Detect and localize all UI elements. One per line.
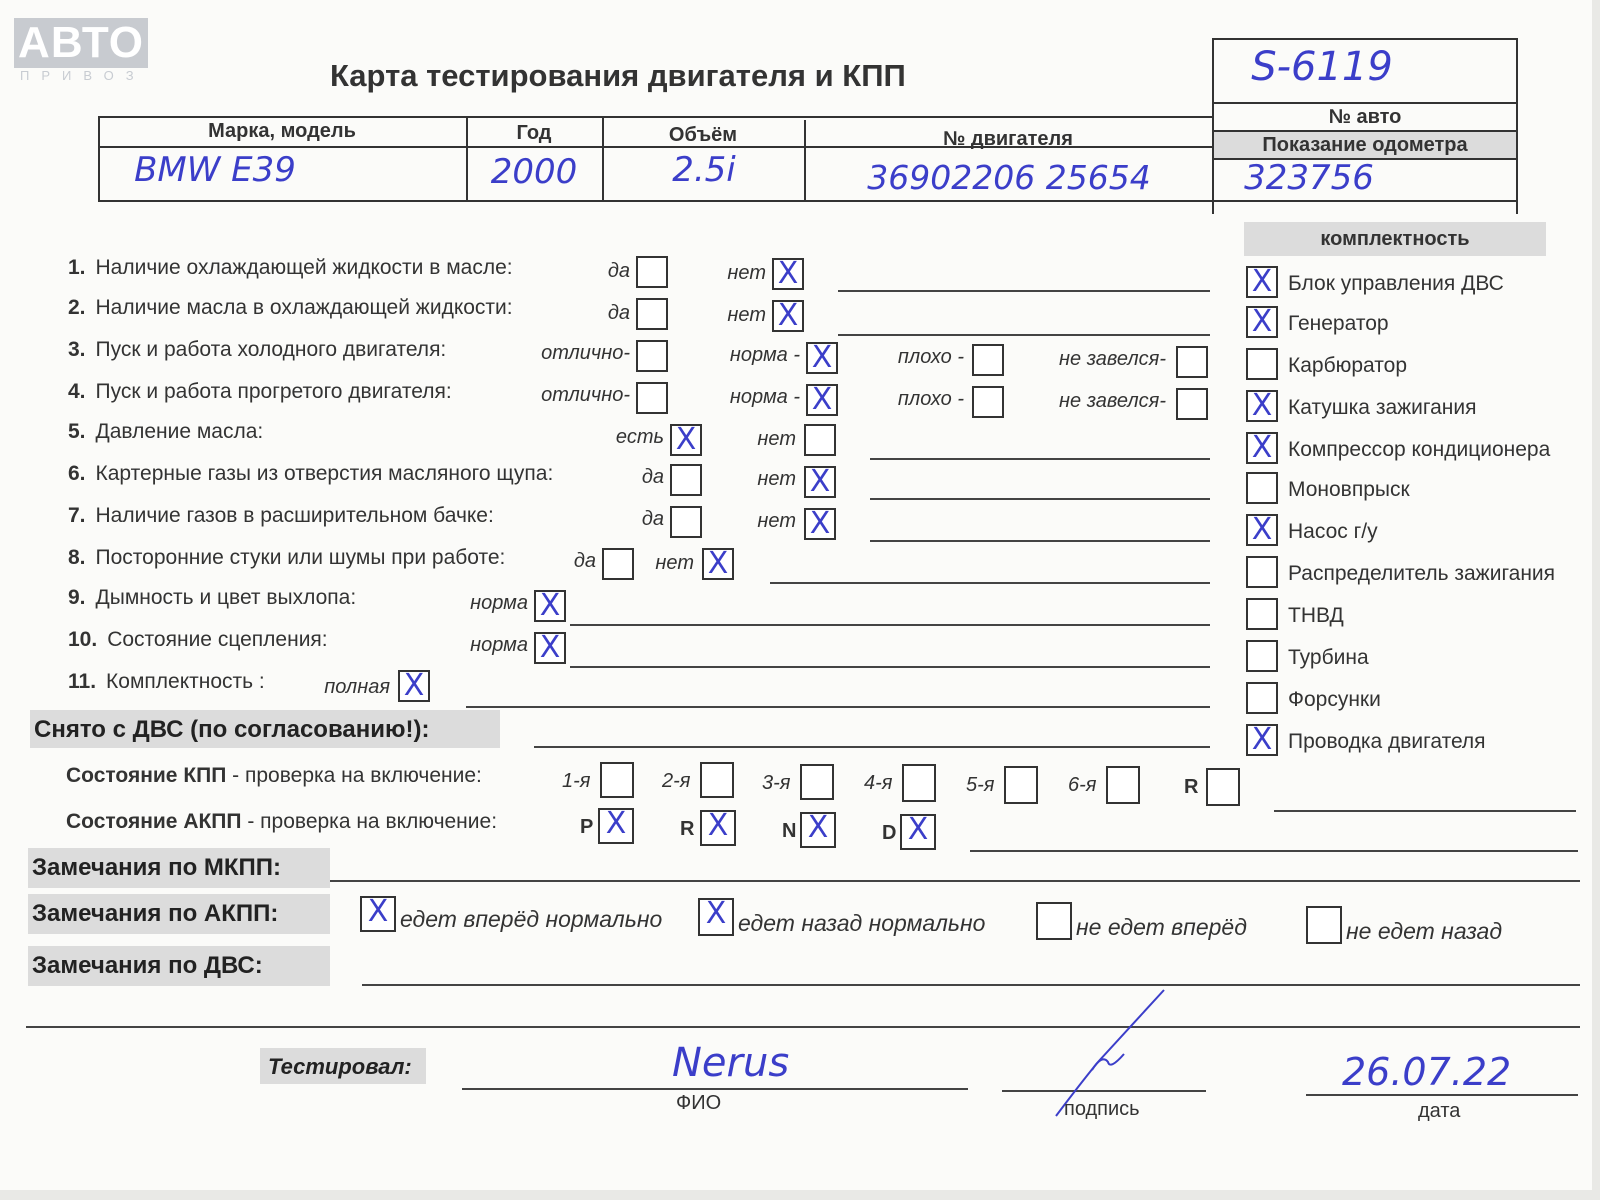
answer-line	[466, 706, 1210, 708]
q10-normal-checkbox[interactable]: X	[534, 632, 566, 664]
q7-yes-checkbox[interactable]	[670, 506, 702, 538]
akpp-forward-ok-label: едет вперёд нормально	[400, 906, 663, 932]
option-label: не завелся-	[1059, 390, 1166, 412]
remarks-dvs-label: Замечания по ДВС:	[32, 952, 263, 979]
col-volume-header: Объём	[668, 124, 738, 146]
option-label: плохо -	[897, 388, 964, 410]
answer-line	[870, 458, 1210, 460]
q11-full-checkbox[interactable]: X	[398, 670, 430, 702]
page-title: Карта тестирования двигателя и КПП	[330, 58, 906, 93]
kit-wiring-checkbox[interactable]: X	[1246, 724, 1278, 756]
mode-p-checkbox[interactable]: X	[598, 808, 634, 844]
q3-bad-checkbox[interactable]	[972, 344, 1004, 376]
option-label: да	[607, 260, 630, 282]
engine-number-value: 36902206 25654	[867, 158, 1151, 197]
question-7: 7. Наличие газов в расширительном бачке:	[68, 504, 494, 527]
signature-caption: подпись	[1064, 1098, 1140, 1120]
kit-generator-checkbox[interactable]: X	[1246, 306, 1278, 338]
remarks-akpp-label: Замечания по АКПП:	[32, 900, 279, 927]
col-engine-number-header: № двигателя	[943, 128, 1073, 150]
q4-bad-checkbox[interactable]	[972, 386, 1004, 418]
gear-5-checkbox[interactable]	[1004, 766, 1038, 804]
q2-no-checkbox[interactable]: X	[772, 300, 804, 332]
option-label: отлично-	[541, 342, 630, 364]
tester-name: Nerus	[672, 1040, 790, 1086]
q8-yes-checkbox[interactable]	[602, 548, 634, 580]
col-model-header: Марка, модель	[208, 120, 356, 142]
option-label: плохо -	[897, 346, 964, 368]
question-6: 6. Картерные газы из отверстия масляного щупа:	[68, 462, 554, 485]
question-1: 1. Наличие охлаждающей жидкости в масле:	[68, 256, 513, 279]
answer-line	[570, 624, 1210, 626]
akpp-no-reverse-checkbox[interactable]	[1306, 906, 1342, 944]
gear-label: 1-я	[562, 770, 591, 792]
question-4: 4. Пуск и работа прогретого двигателя:	[68, 380, 452, 403]
akpp-reverse-ok-label: едет назад нормально	[738, 910, 986, 936]
answer-line	[838, 334, 1210, 336]
avtoprivoz-logo: АВТО	[14, 18, 148, 68]
remarks-mkpp-label: Замечания по МКПП:	[32, 854, 282, 881]
option-label: нет	[757, 428, 796, 450]
akpp-label: Состояние АКПП - проверка на включение:	[66, 810, 498, 833]
gear-1-checkbox[interactable]	[600, 762, 634, 798]
kit-turbo-checkbox[interactable]	[1246, 640, 1278, 672]
akpp-no-forward-label: не едет вперёд	[1076, 914, 1247, 940]
answer-line	[362, 984, 1580, 986]
tested-by-label: Тестировал:	[268, 1054, 412, 1079]
option-label: нет	[757, 468, 796, 490]
q3-normal-checkbox[interactable]: X	[806, 342, 838, 374]
kit-ecu-label: Блок управления ДВС	[1288, 272, 1504, 295]
answer-line	[330, 880, 1580, 882]
q5-present-checkbox[interactable]: X	[670, 424, 702, 456]
logo-subtitle: ПРИВОЗ	[20, 68, 146, 83]
akpp-forward-ok-checkbox[interactable]: X	[360, 896, 396, 932]
question-9: 9. Дымность и цвет выхлопа:	[68, 586, 357, 609]
q3-no-start-checkbox[interactable]	[1176, 346, 1208, 378]
gear-label: 5-я	[966, 774, 995, 796]
gear-2-checkbox[interactable]	[700, 762, 734, 798]
option-label: да	[573, 550, 596, 572]
mode-label: R	[680, 818, 695, 840]
option-label: норма -	[729, 386, 800, 408]
option-label: да	[641, 508, 664, 530]
mode-label: P	[580, 816, 594, 838]
question-10: 10. Состояние сцепления:	[68, 628, 328, 651]
kit-ps-pump-checkbox[interactable]: X	[1246, 514, 1278, 546]
mode-label: D	[882, 822, 897, 844]
card-box-top	[1212, 38, 1518, 40]
q6-no-checkbox[interactable]: X	[804, 466, 836, 498]
answer-line	[770, 582, 1210, 584]
option-label: есть	[615, 426, 664, 448]
gear-r-checkbox[interactable]	[1206, 768, 1240, 806]
kit-injectors-label: Форсунки	[1288, 688, 1381, 711]
gear-label: 4-я	[864, 772, 893, 794]
gear-label: 3-я	[762, 772, 791, 794]
q1-no-checkbox[interactable]: X	[772, 258, 804, 290]
gear-4-checkbox[interactable]	[902, 764, 936, 802]
answer-line	[534, 746, 1210, 748]
answer-line	[1274, 810, 1576, 812]
kit-ecu-checkbox[interactable]: X	[1246, 266, 1278, 298]
q1-yes-checkbox[interactable]	[636, 256, 668, 288]
akpp-no-forward-checkbox[interactable]	[1036, 902, 1072, 940]
question-3: 3. Пуск и работа холодного двигателя:	[68, 338, 447, 361]
option-label: не завелся-	[1059, 348, 1166, 370]
option-label: норма	[470, 592, 528, 614]
table-top	[98, 116, 1214, 118]
mode-d-checkbox[interactable]: X	[900, 814, 936, 850]
kit-ps-pump-label: Насос г/у	[1288, 520, 1378, 543]
odometer-value: 323756	[1244, 158, 1374, 198]
answer-line	[970, 850, 1578, 852]
question-2: 2. Наличие масла в охлаждающей жидкости:	[68, 296, 513, 319]
option-label: нет	[757, 510, 796, 532]
q2-yes-checkbox[interactable]	[636, 298, 668, 330]
name-caption: ФИО	[676, 1092, 722, 1114]
kit-turbo-label: Турбина	[1288, 646, 1369, 669]
answer-line	[26, 1026, 1580, 1028]
answer-line	[870, 498, 1210, 500]
mode-r-checkbox[interactable]: X	[700, 810, 736, 846]
question-8: 8. Посторонние стуки или шумы при работе:	[68, 546, 506, 569]
akpp-no-reverse-label: не едет назад	[1346, 918, 1503, 944]
q6-yes-checkbox[interactable]	[670, 464, 702, 496]
q9-normal-checkbox[interactable]: X	[534, 590, 566, 622]
kit-carburetor-checkbox[interactable]	[1246, 348, 1278, 380]
kit-carburetor-label: Карбюратор	[1288, 354, 1408, 377]
question-5: 5. Давление масла:	[68, 420, 264, 443]
mode-n-checkbox[interactable]: X	[800, 812, 836, 848]
gear-label: R	[1184, 776, 1199, 798]
kit-ignition-coil-label: Катушка зажигания	[1288, 396, 1477, 419]
option-label: нет	[727, 262, 766, 284]
kit-distributor-checkbox[interactable]	[1246, 556, 1278, 588]
gear-3-checkbox[interactable]	[800, 764, 834, 800]
model-value: BMW E39	[134, 150, 296, 190]
kit-ignition-coil-checkbox[interactable]: X	[1246, 390, 1278, 422]
col-odometer-header: Показание одометра	[1262, 134, 1468, 156]
card-number: S-6119	[1251, 44, 1393, 90]
q4-excellent-checkbox[interactable]	[636, 382, 668, 414]
kit-wiring-label: Проводка двигателя	[1288, 730, 1486, 753]
kit-generator-label: Генератор	[1288, 312, 1389, 335]
kit-mono-injection-label: Моновпрыск	[1288, 478, 1410, 501]
kit-ac-compressor-checkbox[interactable]: X	[1246, 432, 1278, 464]
option-label: нет	[655, 552, 694, 574]
q7-no-checkbox[interactable]: X	[804, 508, 836, 540]
option-label: да	[641, 466, 664, 488]
gear-6-checkbox[interactable]	[1106, 766, 1140, 804]
gear-label: 2-я	[662, 770, 691, 792]
q4-no-start-checkbox[interactable]	[1176, 388, 1208, 420]
answer-line	[570, 666, 1210, 668]
col-year-header: Год	[516, 122, 552, 144]
removed-label: Снято с ДВС (по согласованию!):	[34, 716, 430, 743]
option-label: да	[607, 302, 630, 324]
kit-distributor-label: Распределитель зажигания	[1288, 562, 1556, 585]
option-label: норма -	[729, 344, 800, 366]
q3-excellent-checkbox[interactable]	[636, 340, 668, 372]
q8-no-checkbox[interactable]: X	[702, 548, 734, 580]
option-label: норма	[470, 634, 528, 656]
answer-line	[838, 290, 1210, 292]
kit-injectors-checkbox[interactable]	[1246, 682, 1278, 714]
question-11: 11. Комплектность :	[68, 670, 265, 693]
gear-label: 6-я	[1068, 774, 1097, 796]
card-number-label: № авто	[1328, 106, 1402, 128]
table-bottom	[98, 200, 1518, 202]
kit-tnvd-checkbox[interactable]	[1246, 598, 1278, 630]
mode-label: N	[782, 820, 797, 842]
kit-mono-injection-checkbox[interactable]	[1246, 472, 1278, 504]
option-label: нет	[727, 304, 766, 326]
test-date: 26.07.22	[1342, 1050, 1512, 1094]
kit-ac-compressor-label: Компрессор кондиционера	[1288, 438, 1551, 461]
option-label: отлично-	[541, 384, 630, 406]
q5-absent-checkbox[interactable]	[804, 424, 836, 456]
date-caption: дата	[1418, 1100, 1461, 1122]
date-line	[1306, 1094, 1578, 1096]
volume-value: 2.5i	[672, 150, 736, 190]
q4-normal-checkbox[interactable]: X	[806, 384, 838, 416]
kpp-label: Состояние КПП - проверка на включение:	[66, 764, 482, 787]
akpp-reverse-ok-checkbox[interactable]: X	[698, 898, 734, 936]
year-value: 2000	[490, 152, 578, 192]
kit-tnvd-label: ТНВД	[1288, 604, 1344, 627]
answer-line	[870, 540, 1210, 542]
card-box-divider	[1212, 102, 1518, 104]
option-label: полная	[324, 676, 390, 698]
kit-title: комплектность	[1244, 222, 1546, 256]
name-line	[462, 1088, 968, 1090]
